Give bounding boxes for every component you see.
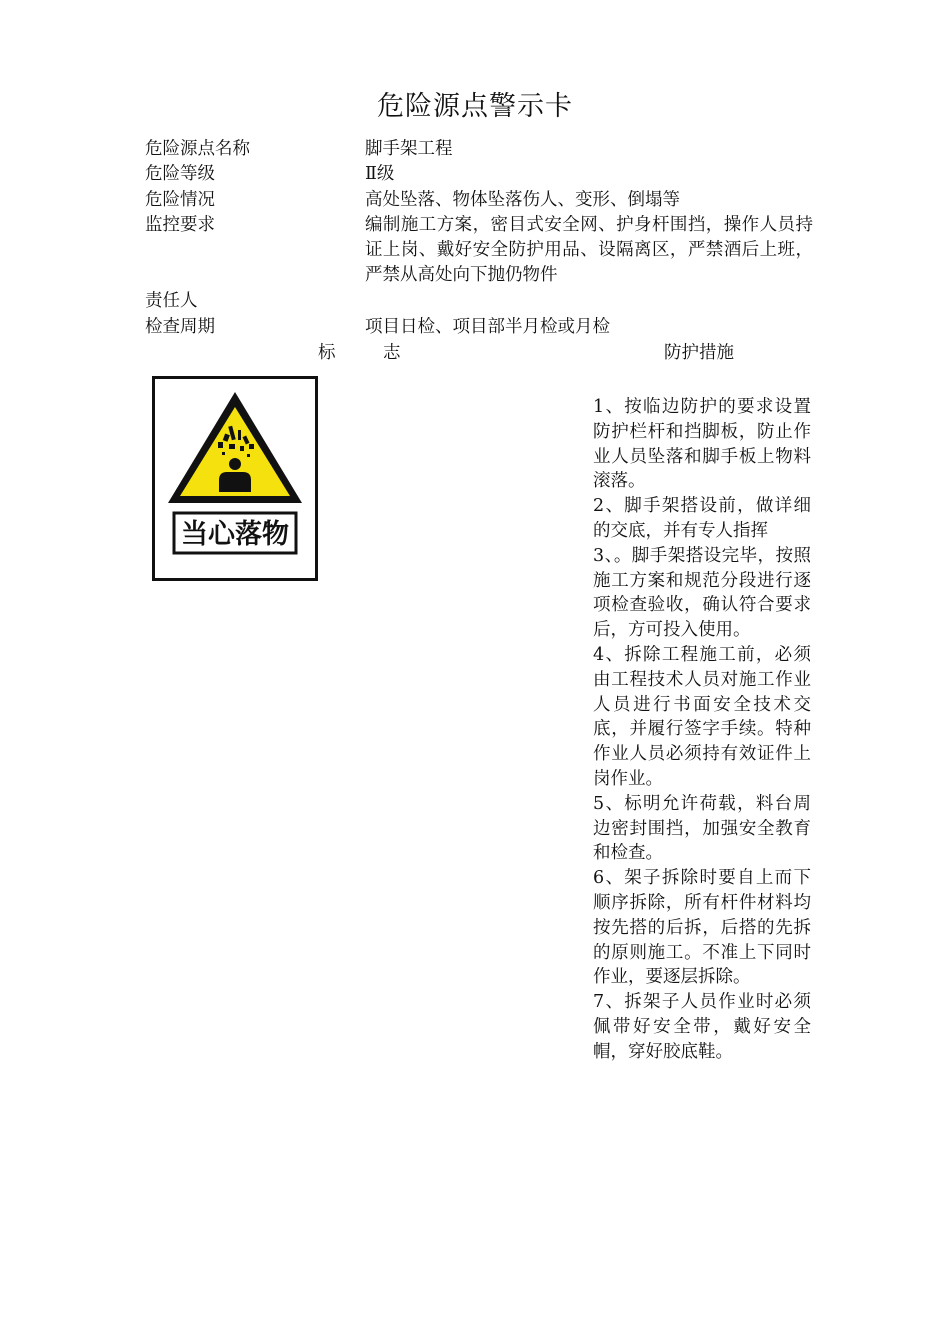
monitor-requirement-value: 编制施工方案，密目式安全网、护身杆围挡，操作人员持证上岗、戴好安全防护用品、设隔离区，严禁酒后上班，严禁从高处向下抛仍物件 — [365, 215, 813, 285]
measure-item: 1、按临边防护的要求设置防护栏杆和挡脚板，防止作业人员坠落和脚手板上物料滚落。 — [593, 397, 811, 492]
sign-text: 当心落物 — [181, 519, 289, 550]
hazard-situation-value: 高处坠落、物体坠落伤人、变形、倒塌等 — [365, 190, 680, 210]
monitor-requirement-label: 监控要求 — [145, 215, 215, 235]
page-title: 危险源点警示卡 — [377, 91, 573, 122]
protective-measures-list — [593, 395, 811, 1065]
hazard-name-value: 脚手架工程 — [365, 139, 453, 159]
inspection-cycle-value: 项目日检、项目部半月检或月检 — [365, 317, 610, 337]
measure-item: 6、架子拆除时要自上而下顺序拆除，所有杆件材料均按先搭的后拆，后搭的先拆的原则施工。不准上下同时作业，要逐层拆除。 — [593, 868, 811, 988]
responsible-person-label: 责任人 — [145, 291, 198, 311]
measure-item: 4、拆除工程施工前，必须由工程技术人员对施工作业人员进行书面安全技术交底，并履行签字手续。特种作业人员必须持有效证件上岗作业。 — [593, 644, 811, 789]
measure-item: 5、标明允许荷载，料台周边密封围挡，加强安全教育和检查。 — [593, 793, 811, 864]
hazard-situation-label: 危险情况 — [145, 190, 215, 210]
inspection-cycle-label: 检查周期 — [145, 317, 215, 337]
measures-header: 防护措施 — [664, 343, 734, 363]
sign-header-part1: 标 — [318, 343, 336, 363]
measure-item: 3、。脚手架搭设完毕，按照施工方案和规范分段进行逐项检查验收，确认符合要求后，方可投入使用。 — [593, 545, 811, 641]
warning-sign-graphic — [152, 376, 318, 581]
falling-objects-warning-sign — [152, 376, 318, 581]
sign-header-part2: 志 — [383, 343, 401, 363]
measure-item: 2、脚手架搭设前，做详细的交底，并有专人指挥 — [593, 496, 811, 541]
measure-item: 7、拆架子人员作业时必须佩带好安全带，戴好安全帽，穿好胶底鞋。 — [593, 992, 811, 1062]
hazard-level-label: 危险等级 — [145, 164, 215, 184]
hazard-name-label: 危险源点名称 — [145, 139, 250, 159]
hazard-level-value: Ⅱ级 — [365, 164, 395, 184]
